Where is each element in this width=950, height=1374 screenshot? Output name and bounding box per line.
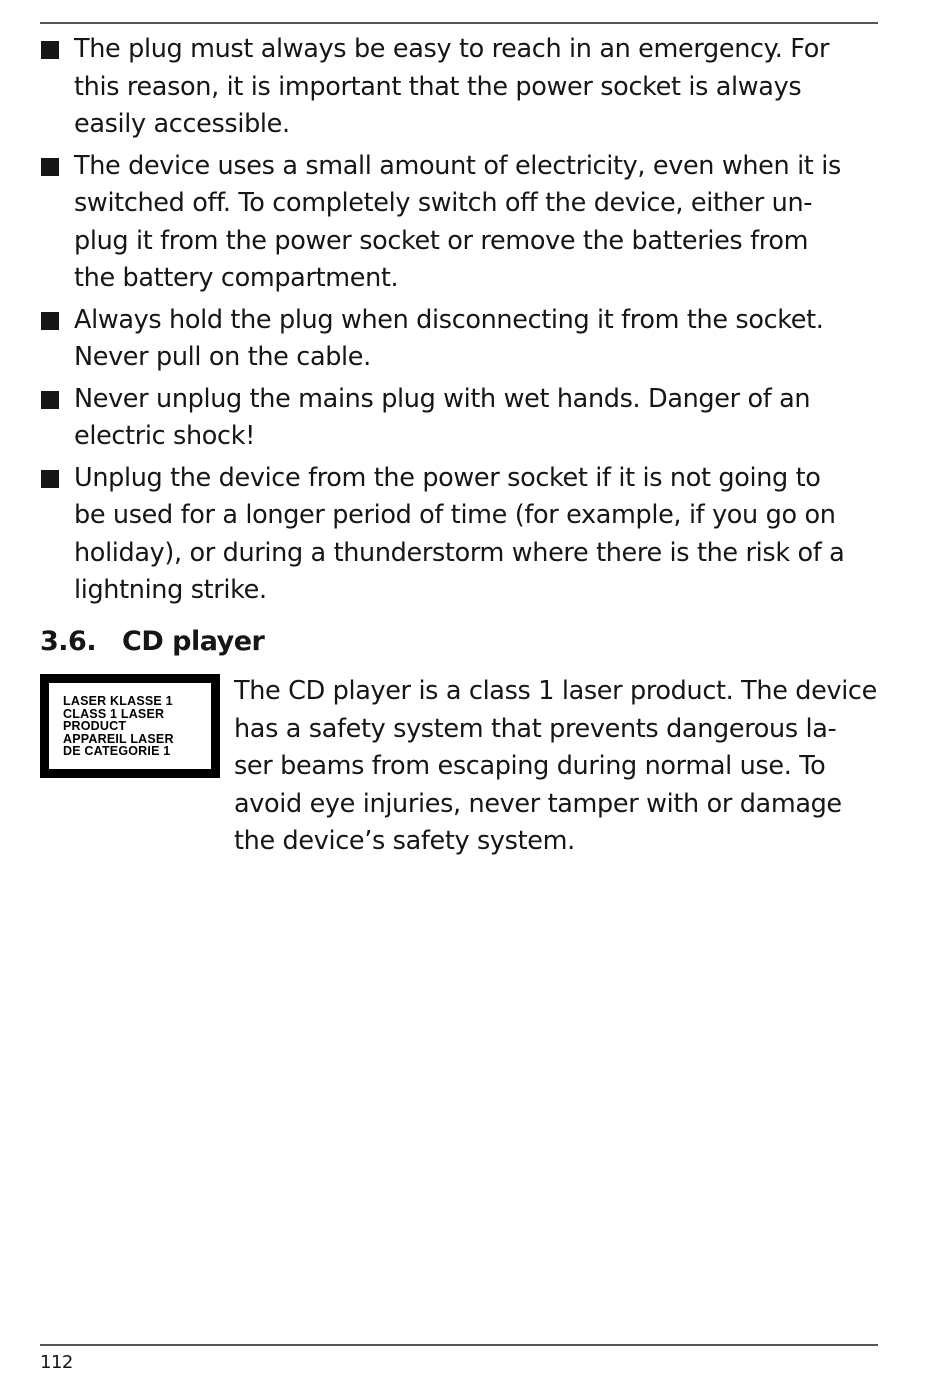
bullet-line: The device uses a small amount of electricity, even when it is: [74, 150, 841, 181]
bullet-line: plug it from the power socket or remove the batteries from: [74, 225, 809, 256]
header-rule: [40, 22, 878, 24]
footer-rule: [40, 1344, 878, 1346]
paragraph-line: has a safety system that prevents dangerous la-: [234, 713, 837, 744]
bullet-line: electric shock!: [74, 421, 255, 451]
square-bullet-icon: [41, 41, 59, 59]
bullet-line: Unplug the device from the power socket if it is not going to: [74, 462, 821, 493]
safety-bullet-list: [40, 31, 880, 614]
bullet-line: this reason, it is important that the power socket is always: [74, 71, 802, 102]
bullet-line: Never pull on the cable.: [74, 342, 371, 372]
section-heading: [40, 622, 264, 662]
bullet-line: the battery compartment.: [74, 263, 399, 293]
laser-label-line: DE CATEGORIE 1: [63, 744, 171, 758]
bullet-item: [40, 381, 880, 456]
paragraph-line: ser beams from escaping during normal use. To: [234, 751, 826, 781]
bullet-line: be used for a longer period of time (for example, if you go on: [74, 500, 836, 530]
bullet-line: The plug must always be easy to reach in an emergency. For: [74, 34, 830, 64]
laser-label-line: PRODUCT: [63, 719, 127, 733]
bullet-line: lightning strike.: [74, 575, 267, 605]
laser-class-label: [40, 674, 220, 778]
cd-player-paragraph: [234, 673, 884, 861]
laser-label-line: APPAREIL LASER: [63, 731, 174, 746]
paragraph-line: The CD player is a class 1 laser product. The device: [234, 676, 877, 706]
paragraph-line: the device’s safety system.: [234, 826, 575, 856]
bullet-item: [40, 302, 880, 377]
bullet-line: holiday), or during a thunderstorm where there is the risk of a: [74, 537, 845, 568]
paragraph-line: avoid eye injuries, never tamper with or damage: [234, 788, 842, 819]
laser-label-line: CLASS 1 LASER: [63, 706, 165, 721]
section-title: CD player: [122, 626, 265, 657]
square-bullet-icon: [41, 158, 59, 176]
bullet-item: [40, 31, 880, 144]
bullet-line: Always hold the plug when disconnecting it from the socket.: [74, 304, 824, 335]
section-number: 3.6.: [40, 626, 97, 657]
page-number: 112: [40, 1352, 73, 1373]
square-bullet-icon: [41, 312, 59, 330]
bullet-item: [40, 148, 880, 298]
bullet-line: easily accessible.: [74, 109, 290, 139]
bullet-line: switched off. To completely switch off the device, either un-: [74, 188, 813, 218]
square-bullet-icon: [41, 391, 59, 409]
bullet-item: [40, 460, 880, 610]
square-bullet-icon: [41, 470, 59, 488]
laser-label-line: LASER KLASSE 1: [63, 694, 173, 708]
bullet-line: Never unplug the mains plug with wet hands. Danger of an: [74, 383, 811, 414]
laser-label-text: [63, 695, 174, 758]
